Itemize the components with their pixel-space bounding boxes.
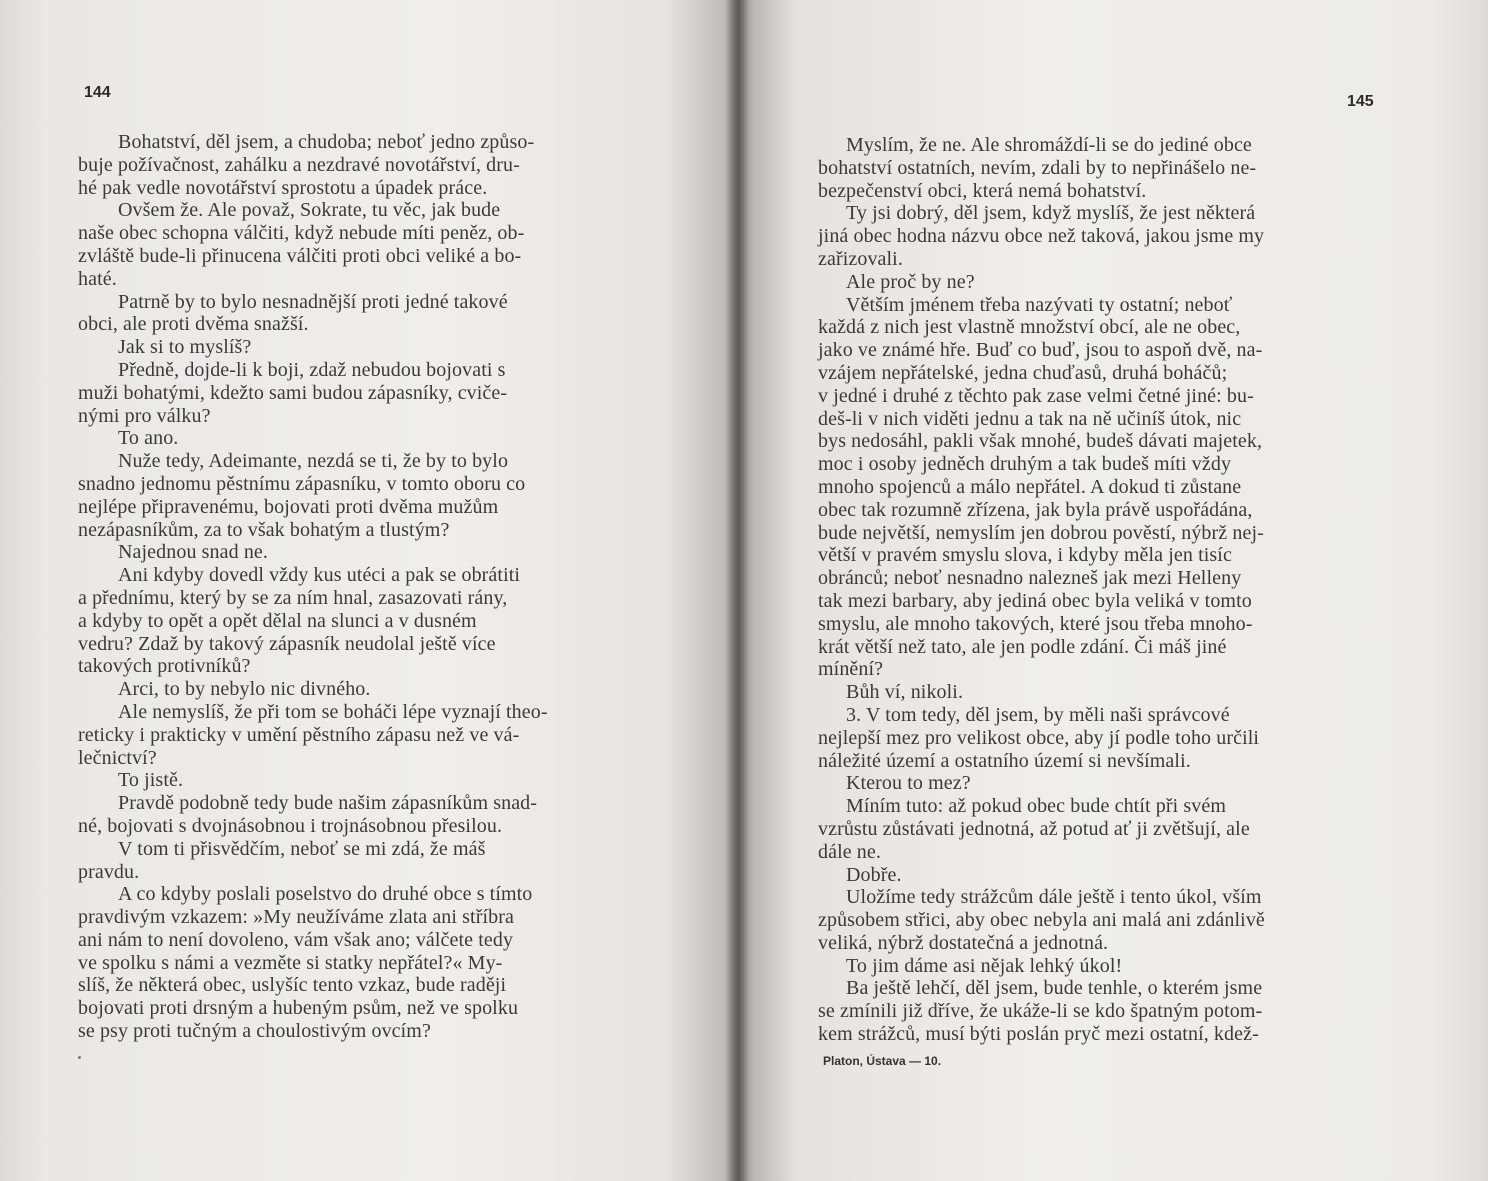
text-line: a přednímu, který by se za ním hnal, zasazovati rány, — [78, 586, 508, 609]
text-line: obránců; neboť nesnadno nalezneš jak mezi Helleny — [818, 567, 1242, 590]
text-line: ani nám to není dovoleno, vám však ano; válčete tedy — [78, 928, 514, 951]
left-page — [0, 0, 738, 1181]
text-line: krát větší než tato, ale jen podle zdání. Či máš jiné — [818, 635, 1227, 658]
page-footer-signature: Platon, Ústava — 10. — [823, 1054, 942, 1068]
text-line: buje požívačnost, zahálku a nezdravé novotářství, dru- — [78, 153, 520, 176]
text-line: větší v pravém smyslu slova, i kdyby měla jen tisíc — [818, 544, 1232, 567]
text-line: muži bohatými, kdežto sami budou zápasníky, cviče- — [78, 381, 508, 404]
text-line: snadno jednomu pěstnímu zápasníku, v tomto oboru co — [78, 472, 526, 495]
text-line: A co kdyby poslali poselstvo do druhé obce s tímto — [118, 883, 533, 906]
text-line: moc i osoby jedněch druhým a tak budeš míti vždy — [818, 453, 1232, 476]
text-line: mínění? — [818, 658, 884, 681]
text-line: pravdivým vzkazem: »My neužíváme zlata ani stříbra — [78, 906, 514, 929]
right-page — [738, 0, 1488, 1181]
text-line: Patrně by to bylo nesnadnější proti jedné takové — [118, 290, 508, 313]
text-line: vzájem nepřátelské, jedna chuďasů, druhá boháčů; — [818, 361, 1228, 384]
text-line: smyslu, ale mnoho takových, které jsou třeba mnoho- — [818, 612, 1253, 635]
text-line: Ani kdyby dovedl vždy kus utéci a pak se obrátiti — [118, 564, 521, 587]
text-line: Ba ještě lehčí, děl jsem, bude tenhle, o kterém jsme — [846, 977, 1263, 1000]
page-number: 144 — [84, 84, 111, 101]
text-line: Pravdě podobně tedy bude našim zápasníkům snad- — [118, 792, 538, 815]
text-line: vedru? Zdaž by takový zápasník neudolal ještě více — [78, 632, 496, 655]
text-line: bojovati proti drsným a hubeným psům, než ve spolku — [78, 997, 519, 1020]
text-line: bude největší, nemyslím jen dobrou pověstí, nýbrž nej- — [818, 521, 1264, 544]
text-line: deš-li v nich viděti jednu a tak na ně učiníš útok, nic — [818, 407, 1242, 430]
text-line: dále ne. — [818, 840, 881, 863]
text-line: pravdu. — [78, 860, 140, 883]
text-line: né, bojovati s dvojnásobnou i trojnásobnou přesilou. — [78, 814, 503, 837]
text-line: naše obec schopna válčiti, když nebude míti peněz, ob- — [78, 222, 525, 245]
text-line: se psy proti tučným a choulostivým ovcím? — [78, 1020, 431, 1043]
text-line: nejlepší mez pro velikost obce, aby jí podle toho určili — [818, 726, 1260, 749]
text-line: ve spolku s námi a vezměte si statky nepřátel?« My- — [78, 951, 503, 974]
text-line: Najednou snad ne. — [118, 541, 268, 564]
text-line: veliká, nýbrž dostatečná a jednotná. — [818, 931, 1109, 954]
text-line: Jak si to myslíš? — [118, 336, 252, 359]
text-line: kem strážců, musí býti poslán pryč mezi ostatní, kdež- — [818, 1023, 1259, 1046]
text-line: nejlépe připravenému, bojovati proti dvěma mužům — [78, 495, 499, 518]
text-line: Arci, to by nebylo nic divného. — [118, 678, 371, 701]
text-line: Nuže tedy, Adeimante, nezdá se ti, že by to bylo — [118, 450, 509, 473]
text-line: každá z nich jest vlastně množství obcí, ale ne obec, — [818, 316, 1241, 339]
text-line: To jistě. — [118, 769, 184, 792]
text-line: bys nedosáhl, pakli však mnohé, budeš dávati majetek, — [818, 430, 1263, 453]
text-line: 3. V tom tedy, děl jsem, by měli naši správcové — [846, 703, 1230, 726]
text-line: bohatství ostatních, nevím, zdali by to nepřinášelo ne- — [818, 156, 1257, 179]
text-line: bezpečenství obci, která nemá bohatství. — [818, 179, 1147, 202]
text-line: zařizovali. — [818, 247, 903, 270]
text-line: Bohatství, děl jsem, a chudoba; neboť jedno způso- — [118, 131, 535, 153]
text-line: Předně, dojde-li k boji, zdaž nebudou bojovati s — [118, 358, 506, 381]
text-line: nezápasníkům, za to však bohatým a tlustým? — [78, 518, 450, 541]
text-line: Ty jsi dobrý, děl jsem, když myslíš, že jest některá — [846, 202, 1256, 225]
text-line: Bůh ví, nikoli. — [846, 681, 964, 704]
book-gutter — [726, 0, 748, 1181]
text-line: Kterou to mez? — [846, 772, 971, 795]
text-line: Uložíme tedy strážcům dále ještě i tento úkol, vším — [846, 886, 1262, 909]
text-line: V tom ti přisvědčím, neboť se mi zdá, že máš — [118, 837, 486, 860]
text-line: náležité území a ostatního území si nevšímali. — [818, 749, 1191, 772]
text-line: slíš, že některá obec, uslyšíc tento vzkaz, bude raději — [78, 974, 507, 997]
paper-speck — [78, 1056, 81, 1059]
text-line: tak mezi barbary, aby jediná obec byla veliká v tomto — [818, 589, 1252, 612]
text-line: Míním tuto: až pokud obec bude chtít při svém — [846, 795, 1226, 818]
text-line: Větším jménem třeba nazývati ty ostatní; neboť — [846, 293, 1233, 316]
text-line: hé pak vedle novotářství sprostotu a úpadek práce. — [78, 176, 488, 199]
text-line: haté. — [78, 267, 117, 290]
text-line: způsobem střici, aby obec nebyla ani malá ani zdánlivě — [818, 909, 1265, 932]
text-line: nými pro válku? — [78, 404, 211, 427]
text-line: lečnictví? — [78, 746, 157, 769]
text-line: obci, ale proti dvěma snažší. — [78, 313, 309, 336]
text-line: Ale proč by ne? — [846, 270, 975, 293]
page-text — [818, 134, 1366, 1046]
text-line: a kdyby to opět a opět dělal na slunci a v dusném — [78, 609, 477, 632]
text-line: jako ve známé hře. Buď co buď, jsou to aspoň dvě, na- — [818, 339, 1263, 362]
text-line: Dobře. — [846, 863, 902, 886]
text-line: Ale nemyslíš, že při tom se boháči lépe vyznají theo- — [118, 700, 548, 723]
text-line: v jedné i druhé z těchto pak zase velmi četné jiné: bu- — [818, 384, 1254, 407]
page-number: 145 — [1347, 93, 1374, 110]
text-line: reticky i prakticky v umění pěstního zápasu než ve vá- — [78, 723, 520, 746]
text-line: se zmínili již dříve, že ukáže-li se kdo špatným potom- — [818, 1000, 1263, 1023]
text-line: Ovšem že. Ale považ, Sokrate, tu věc, jak bude — [118, 199, 501, 222]
text-line: obec tak rozumně zřízena, jak byla právě uspořádána, — [818, 498, 1253, 521]
text-line: zvláště bude-li přinucena válčiti proti obci veliké a bo- — [78, 244, 522, 267]
text-line: Myslím, že ne. Ale shromáždí-li se do jediné obce — [846, 134, 1252, 156]
text-line: mnoho spojenců a málo nepřátel. A dokud ti zůstane — [818, 475, 1242, 498]
text-line: takových protivníků? — [78, 655, 251, 678]
text-line: To jim dáme asi nějak lehký úkol! — [846, 954, 1123, 977]
page-text — [78, 131, 622, 1043]
text-line: To ano. — [118, 427, 179, 450]
text-line: jiná obec hodna názvu obce než taková, jakou jsme my — [818, 225, 1265, 248]
text-line: vzrůstu zůstávati jednotná, až potud ať ji zvětšují, ale — [818, 817, 1250, 840]
